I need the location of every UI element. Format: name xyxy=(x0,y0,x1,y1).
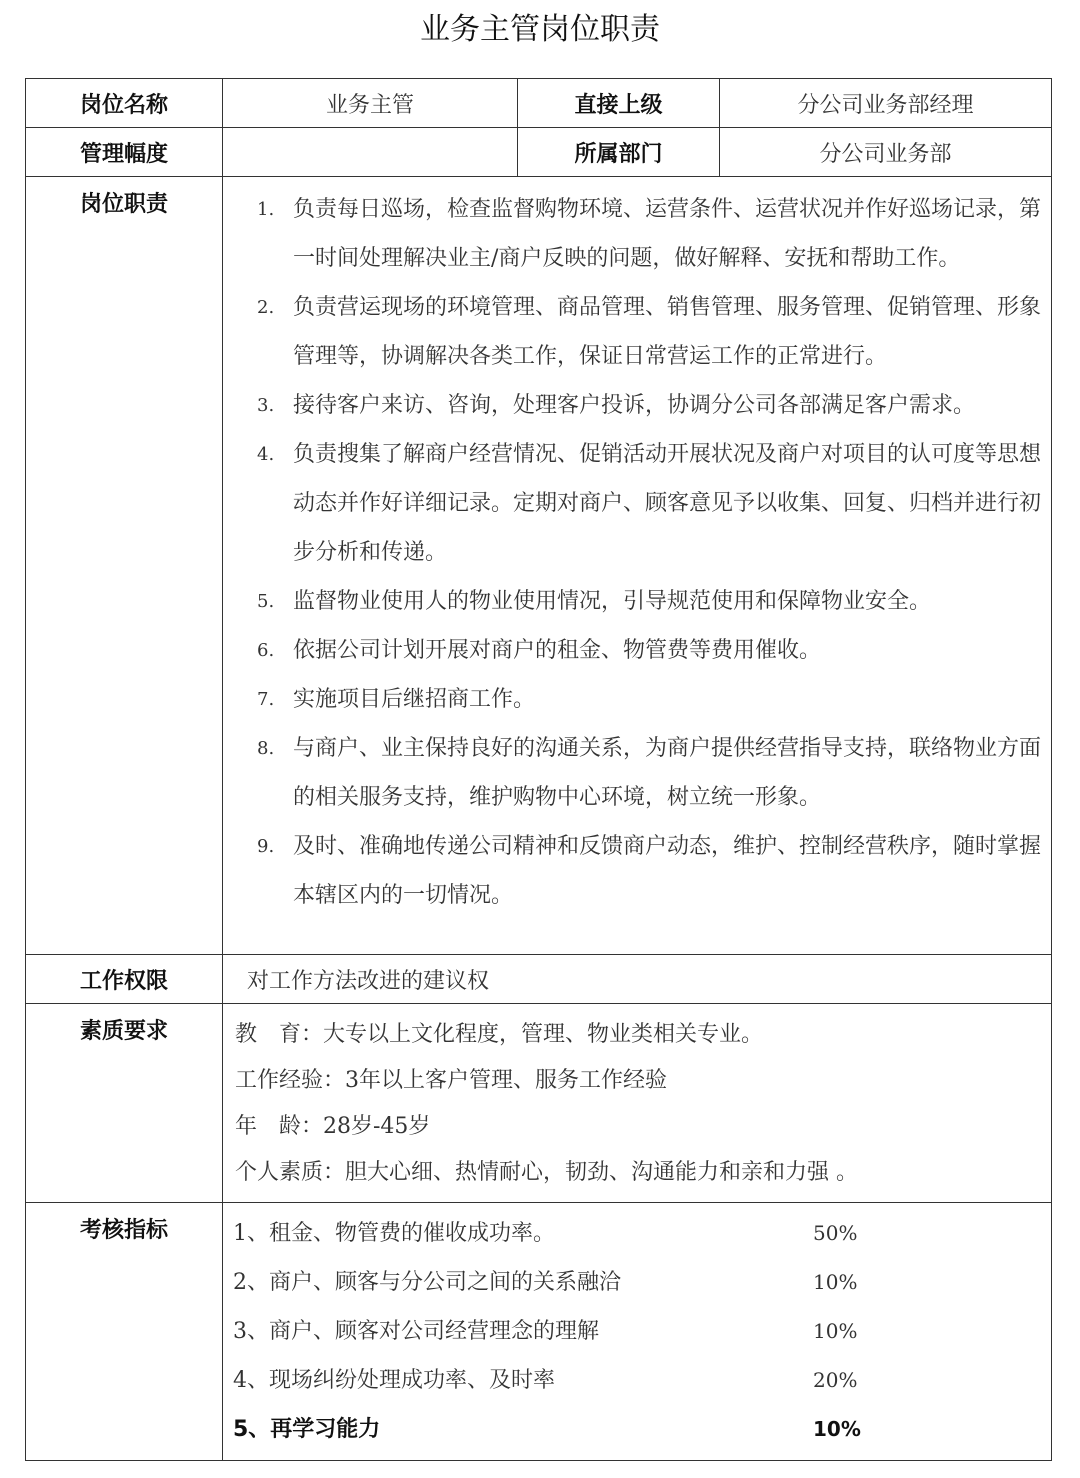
duty-item xyxy=(223,283,1051,381)
duty-text: 及时、准确地传递公司精神和反馈商户动态，维护、控制经营秩序，随时掌握本辖区内的一切情况。 xyxy=(293,834,1042,908)
duty-item xyxy=(223,675,1051,724)
kpi-weight: 10% xyxy=(813,1417,861,1441)
duty-item xyxy=(223,381,1051,430)
duty-text: 依据公司计划开展对商户的租金、物管费等费用催收。 xyxy=(293,638,822,663)
position-name-label: 岗位名称 xyxy=(26,79,223,128)
duty-text: 实施项目后继招商工作。 xyxy=(293,687,536,712)
duty-text: 监督物业使用人的物业使用情况，引导规范使用和保障物业安全。 xyxy=(293,589,932,614)
duty-number: 5. xyxy=(257,591,275,612)
qualification-education: 教 育：大专以上文化程度，管理、物业类相关专业。 xyxy=(235,1022,764,1047)
kpi-weight: 10% xyxy=(813,1319,858,1343)
row-qualifications xyxy=(26,1004,1052,1203)
duties-list xyxy=(223,177,1051,924)
kpi-item xyxy=(233,1258,1051,1307)
kpi-text: 1、租金、物管费的催收成功率。 xyxy=(233,1221,555,1246)
kpi-weight: 50% xyxy=(813,1221,858,1245)
kpi-text: 4、现场纠纷处理成功率、及时率 xyxy=(233,1368,555,1393)
duty-number: 3. xyxy=(257,395,275,416)
duty-text: 负责搜集了解商户经营情况、促销活动开展状况及商户对项目的认可度等思想动态并作好详细记录。定期对商户、顾客意见予以收集、回复、归档并进行初步分析和传递。 xyxy=(293,442,1042,565)
department-label: 所属部门 xyxy=(518,128,720,177)
qualification-experience: 工作经验：3年以上客户管理、服务工作经验 xyxy=(235,1068,667,1093)
duty-item xyxy=(223,626,1051,675)
kpi-item xyxy=(233,1356,1051,1405)
kpi-item xyxy=(233,1307,1051,1356)
duty-number: 6. xyxy=(257,640,275,661)
row-position xyxy=(26,79,1052,128)
superior-label: 直接上级 xyxy=(518,79,720,128)
duty-text: 负责营运现场的环境管理、商品管理、销售管理、服务管理、促销管理、形象管理等，协调解决各类工作，保证日常营运工作的正常进行。 xyxy=(293,295,1042,369)
kpi-item xyxy=(233,1209,1051,1258)
kpi-text: 5、再学习能力 xyxy=(233,1417,381,1442)
duty-text: 负责每日巡场，检查监督购物环境、运营条件、运营状况并作好巡场记录，第一时间处理解决业主/商户反映的问题，做好解释、安抚和帮助工作。 xyxy=(293,197,1042,271)
duty-number: 9. xyxy=(257,836,275,857)
duty-item xyxy=(223,185,1051,283)
management-scope-label: 管理幅度 xyxy=(26,128,223,177)
qualifications-label: 素质要求 xyxy=(26,1004,223,1203)
superior-value: 分公司业务部经理 xyxy=(720,79,1052,128)
duty-number: 8. xyxy=(257,738,275,759)
duty-item xyxy=(223,430,1051,577)
job-description-table xyxy=(25,78,1052,1461)
kpi-weight: 10% xyxy=(813,1270,858,1294)
duty-item xyxy=(223,724,1051,822)
duty-number: 2. xyxy=(257,297,275,318)
kpi-text: 2、商户、顾客与分公司之间的关系融洽 xyxy=(233,1270,621,1295)
row-duties xyxy=(26,177,1052,955)
department-value: 分公司业务部 xyxy=(720,128,1052,177)
row-kpi xyxy=(26,1203,1052,1461)
row-scope xyxy=(26,128,1052,177)
qualifications-cell xyxy=(223,1004,1052,1203)
kpi-item xyxy=(233,1405,1051,1454)
position-name-value: 业务主管 xyxy=(223,79,518,128)
duty-text: 接待客户来访、咨询，处理客户投诉，协调分公司各部满足客户需求。 xyxy=(293,393,976,418)
kpi-cell xyxy=(223,1203,1052,1461)
duties-cell xyxy=(223,177,1052,955)
duty-text: 与商户、业主保持良好的沟通关系，为商户提供经营指导支持，联络物业方面的相关服务支持，维护购物中心环境，树立统一形象。 xyxy=(293,736,1042,810)
qualification-personal: 个人素质：胆大心细、热情耐心，韧劲、沟通能力和亲和力强 。 xyxy=(235,1160,858,1185)
duty-number: 1. xyxy=(257,199,275,220)
duty-item xyxy=(223,577,1051,626)
management-scope-value xyxy=(223,128,518,177)
duty-item xyxy=(223,822,1051,920)
kpi-list xyxy=(233,1209,1051,1454)
document-title: 业务主管岗位职责 xyxy=(420,12,660,47)
kpi-weight: 20% xyxy=(813,1368,858,1392)
qualification-age: 年 龄：28岁-45岁 xyxy=(235,1114,431,1139)
authority-value: 对工作方法改进的建议权 xyxy=(223,955,1052,1004)
row-authority xyxy=(26,955,1052,1004)
kpi-text: 3、商户、顾客对公司经营理念的理解 xyxy=(233,1319,599,1344)
duty-number: 7. xyxy=(257,689,275,710)
duty-number: 4. xyxy=(257,444,275,465)
authority-label: 工作权限 xyxy=(26,955,223,1004)
duties-label: 岗位职责 xyxy=(26,177,223,955)
kpi-label: 考核指标 xyxy=(26,1203,223,1461)
